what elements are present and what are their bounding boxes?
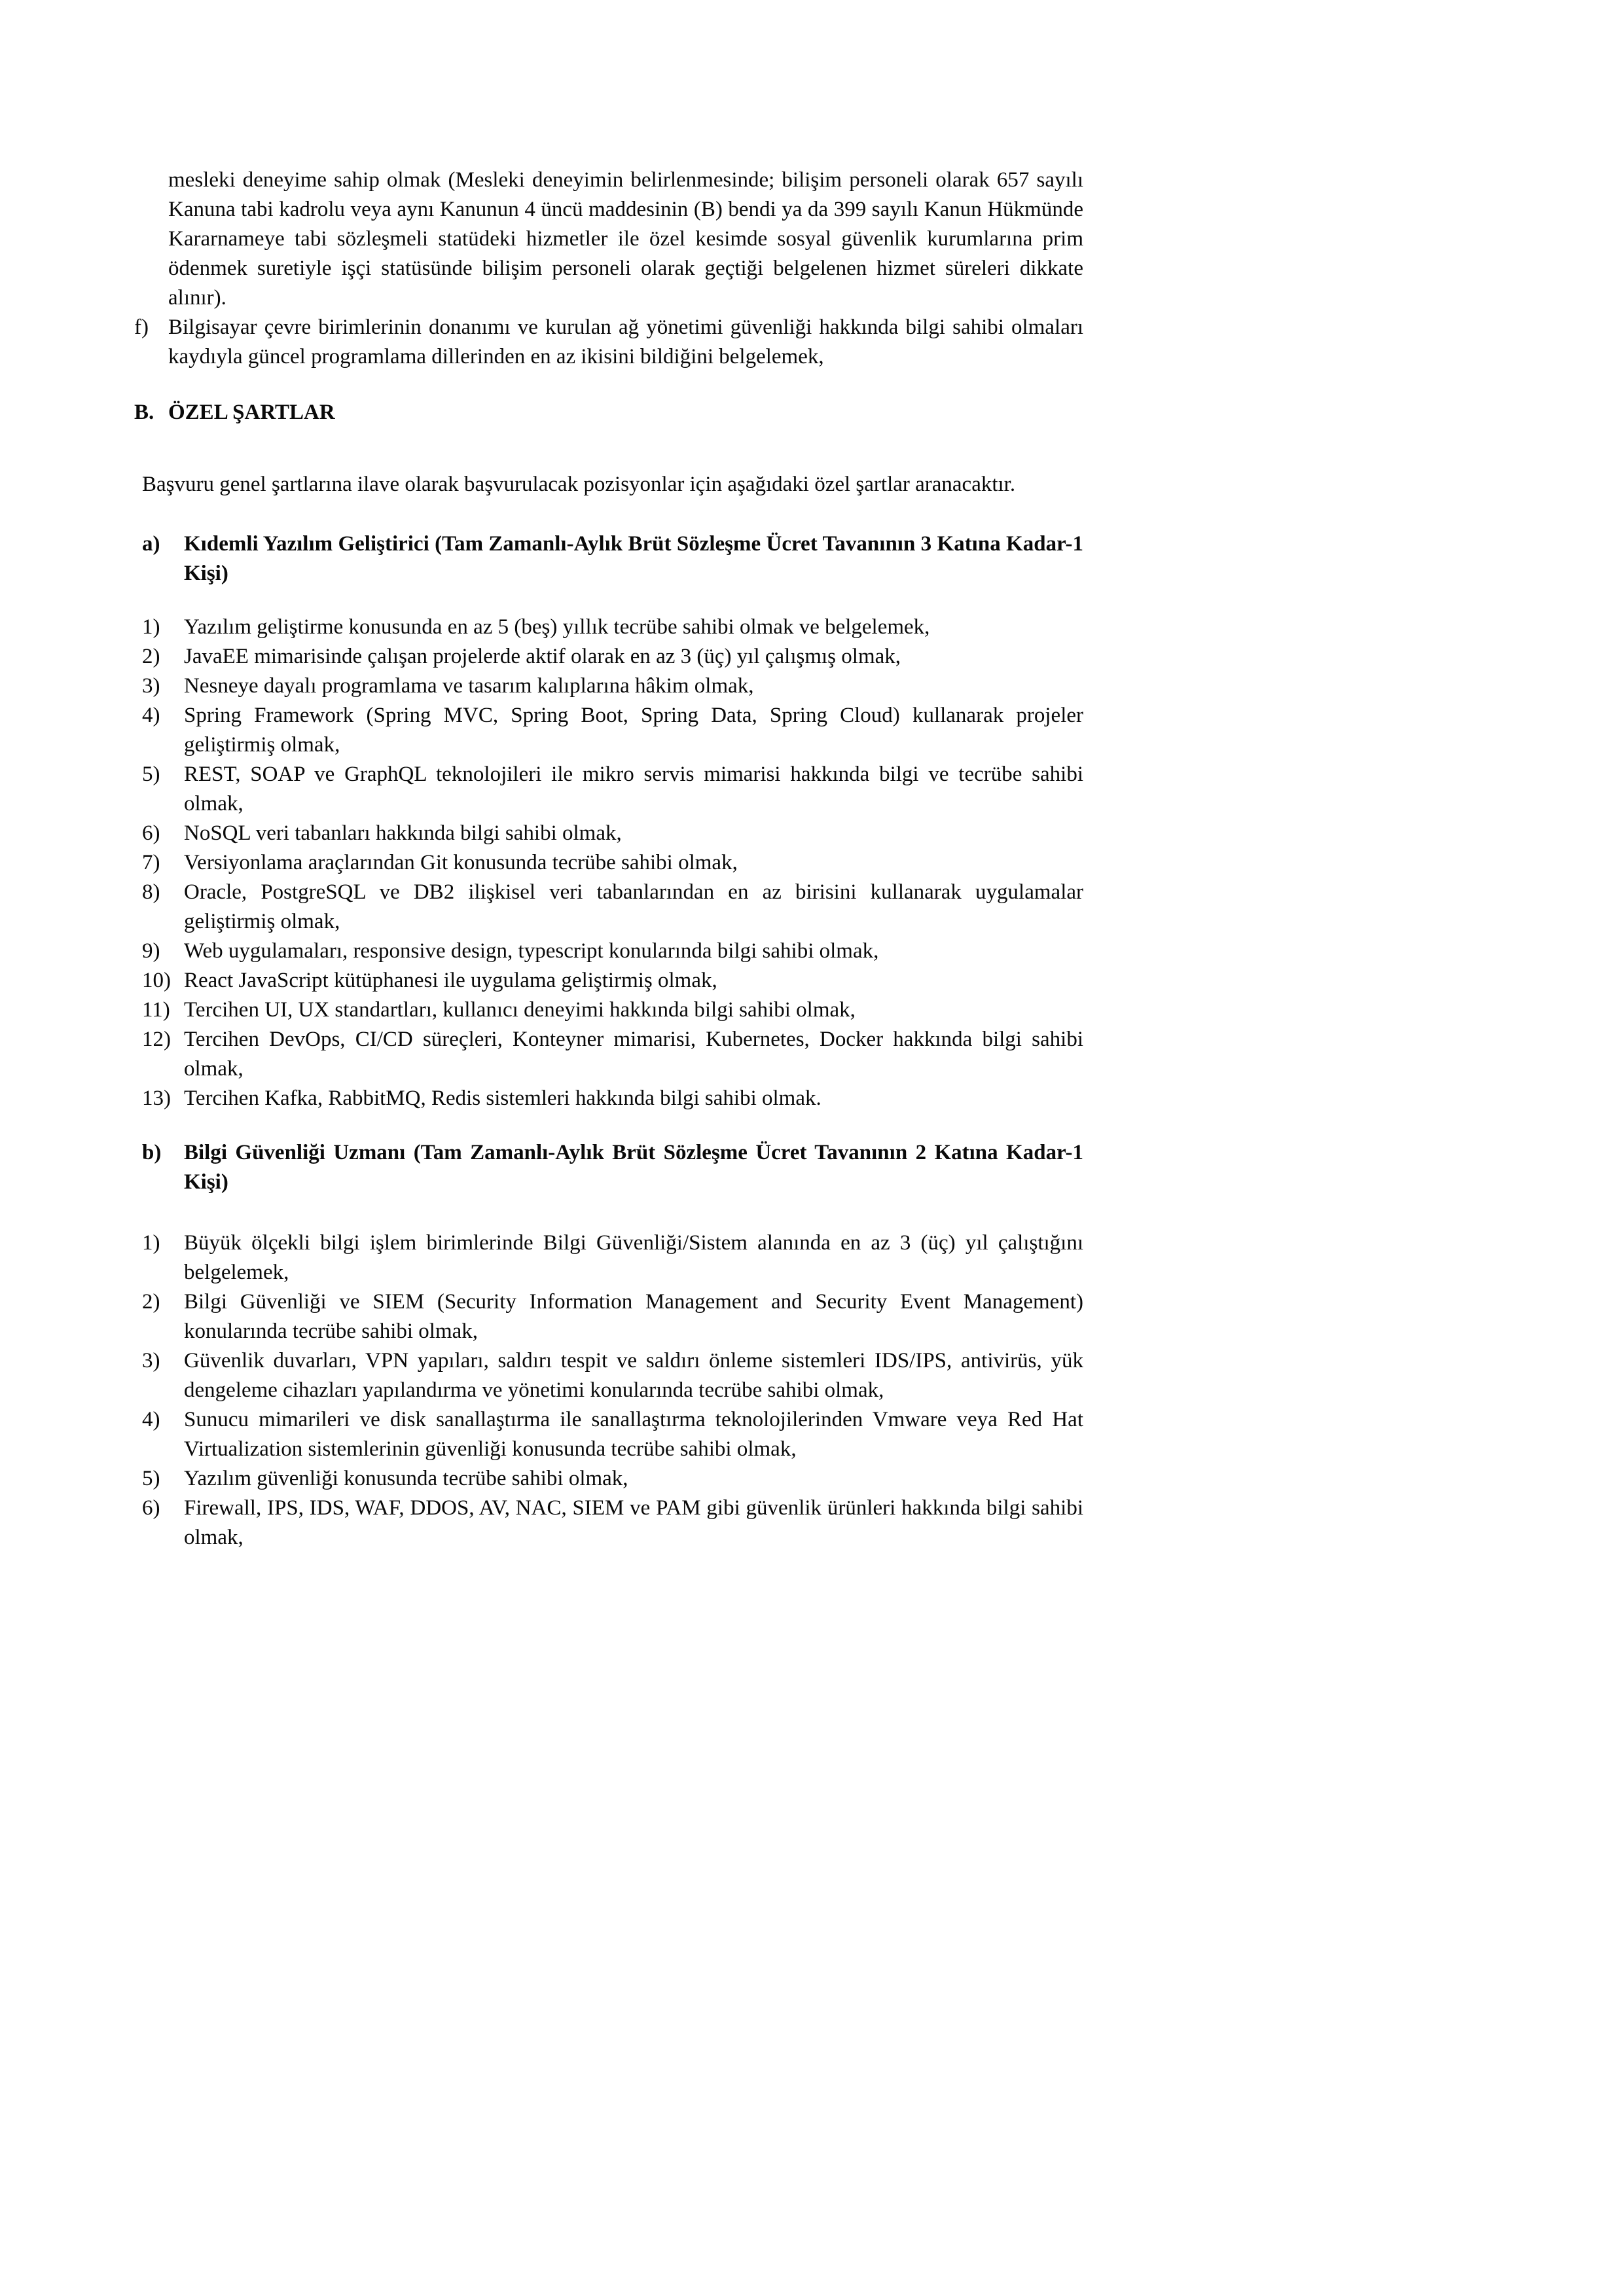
requirement-item xyxy=(142,819,1083,848)
requirement-number: 13) xyxy=(142,1086,171,1110)
requirement-item xyxy=(142,848,1083,878)
requirement-text: Tercihen Kafka, RabbitMQ, Redis sistemleri hakkında bilgi sahibi olmak. xyxy=(184,1086,821,1110)
position-b-number: b) xyxy=(142,1141,162,1164)
requirement-number: 4) xyxy=(142,1408,160,1431)
requirement-item xyxy=(142,1025,1083,1084)
position-a-number: a) xyxy=(142,532,160,556)
requirement-text: Firewall, IPS, IDS, WAF, DDOS, AV, NAC, SIEM ve PAM gibi güvenlik ürünleri hakkında bilgi sahibi olmak, xyxy=(184,1496,1083,1549)
requirement-text: Nesneye dayalı programlama ve tasarım kalıplarına hâkim olmak, xyxy=(184,674,754,698)
requirement-text: Yazılım geliştirme konusunda en az 5 (beş) yıllık tecrübe sahibi olmak ve belgelemek, xyxy=(184,615,930,639)
requirement-text: NoSQL veri tabanları hakkında bilgi sahibi olmak, xyxy=(184,821,622,845)
item-f xyxy=(134,313,1083,372)
section-header xyxy=(134,398,1083,427)
requirement-item xyxy=(142,613,1083,642)
section-header-title: ÖZEL ŞARTLAR xyxy=(168,401,335,424)
requirement-item xyxy=(142,1084,1083,1113)
requirement-number: 1) xyxy=(142,1231,160,1255)
requirement-text: Web uygulamaları, responsive design, typescript konularında bilgi sahibi olmak, xyxy=(184,939,879,963)
requirement-item xyxy=(142,1494,1083,1552)
requirement-text: Oracle, PostgreSQL ve DB2 ilişkisel veri tabanlarından en az birisini kullanarak uygulamalar geliştirmiş olmak, xyxy=(184,880,1083,933)
requirement-number: 11) xyxy=(142,998,170,1022)
requirement-number: 8) xyxy=(142,880,160,904)
requirement-text: Yazılım güvenliği konusunda tecrübe sahibi olmak, xyxy=(184,1467,628,1490)
requirement-number: 6) xyxy=(142,1496,160,1520)
requirement-number: 10) xyxy=(142,969,171,992)
position-b-title: Bilgi Güvenliği Uzmanı (Tam Zamanlı-Aylık Brüt Sözleşme Ücret Tavanının 2 Katına Kadar-1 Kişi) xyxy=(184,1141,1083,1194)
position-a-heading xyxy=(142,529,1083,588)
requirement-number: 7) xyxy=(142,851,160,874)
requirement-item xyxy=(142,878,1083,937)
requirement-text: Güvenlik duvarları, VPN yapıları, saldırı tespit ve saldırı önleme sistemleri IDS/IPS, antivirüs, yük dengeleme cihazları yapılandırma ve yönetimi konularında tecrübe sahibi olmak, xyxy=(184,1349,1083,1402)
requirement-item xyxy=(142,642,1083,672)
requirement-item xyxy=(142,1229,1083,1287)
requirement-text: React JavaScript kütüphanesi ile uygulama geliştirmiş olmak, xyxy=(184,969,717,992)
item-f-text: Bilgisayar çevre birimlerinin donanımı ve kurulan ağ yönetimi güvenliği hakkında bilgi sahibi olmaları kaydıyla güncel programlama dillerinden en az ikisini bildiğini belgelemek, xyxy=(168,315,1083,368)
position-b-heading xyxy=(142,1138,1083,1197)
requirement-number: 2) xyxy=(142,645,160,668)
continuation-paragraph: mesleki deneyime sahip olmak (Mesleki deneyimin belirlenmesinde; bilişim personeli olarak 657 sayılı Kanuna tabi kadrolu veya aynı Kanunun 4 üncü maddesinin (B) bendi ya da 399 sayılı Kanun Hükmünde Kararnameye tabi sözleşmeli statüdeki hizmetler ile özel kesimde sosyal güvenlik kurumlarına prim ödenmek suretiyle işçi statüsünde bilişim personeli olarak geçtiği belgelenen hizmet süreleri dikkate alınır). xyxy=(168,168,1083,310)
requirement-item xyxy=(142,672,1083,701)
requirement-text: JavaEE mimarisinde çalışan projelerde aktif olarak en az 3 (üç) yıl çalışmış olmak, xyxy=(184,645,901,668)
requirement-text: Tercihen DevOps, CI/CD süreçleri, Konteyner mimarisi, Kubernetes, Docker hakkında bilgi sahibi olmak, xyxy=(184,1028,1083,1081)
requirement-text: Bilgi Güvenliği ve SIEM (Security Information Management and Security Event Management) konularında tecrübe sahibi olmak, xyxy=(184,1290,1083,1343)
requirement-item xyxy=(142,1287,1083,1346)
requirement-item xyxy=(142,701,1083,760)
requirement-text: Sunucu mimarileri ve disk sanallaştırma ile sanallaştırma teknolojilerinden Vmware veya Red Hat Virtualization sistemlerinin güvenliği konusunda tecrübe sahibi olmak, xyxy=(184,1408,1083,1461)
requirement-item xyxy=(142,1464,1083,1494)
requirement-number: 3) xyxy=(142,674,160,698)
requirement-number: 1) xyxy=(142,615,160,639)
requirement-text: Versiyonlama araçlarından Git konusunda tecrübe sahibi olmak, xyxy=(184,851,738,874)
position-a-requirements-list xyxy=(134,613,1083,1113)
requirement-number: 9) xyxy=(142,939,160,963)
requirement-text: REST, SOAP ve GraphQL teknolojileri ile mikro servis mimarisi hakkında bilgi ve tecrübe sahibi olmak, xyxy=(184,762,1083,816)
requirement-number: 12) xyxy=(142,1028,171,1051)
requirement-item xyxy=(142,760,1083,819)
requirement-number: 3) xyxy=(142,1349,160,1372)
requirement-number: 5) xyxy=(142,762,160,786)
item-f-number: f) xyxy=(134,315,149,339)
requirement-number: 2) xyxy=(142,1290,160,1314)
requirement-item xyxy=(142,1346,1083,1405)
requirement-item xyxy=(142,1405,1083,1464)
requirement-item xyxy=(142,937,1083,966)
requirement-text: Tercihen UI, UX standartları, kullanıcı deneyimi hakkında bilgi sahibi olmak, xyxy=(184,998,856,1022)
position-a-title: Kıdemli Yazılım Geliştirici (Tam Zamanlı-Aylık Brüt Sözleşme Ücret Tavanının 3 Katına Kadar-1 Kişi) xyxy=(184,532,1083,585)
requirement-item xyxy=(142,966,1083,996)
requirement-number: 4) xyxy=(142,704,160,727)
position-b-requirements-list xyxy=(134,1229,1083,1552)
requirement-number: 5) xyxy=(142,1467,160,1490)
requirement-text: Spring Framework (Spring MVC, Spring Boot, Spring Data, Spring Cloud) kullanarak projeler geliştirmiş olmak, xyxy=(184,704,1083,757)
document-content xyxy=(134,166,1083,1552)
requirement-item xyxy=(142,996,1083,1025)
section-intro-paragraph: Başvuru genel şartlarına ilave olarak başvurulacak pozisyonlar için aşağıdaki özel şartlar aranacaktır. xyxy=(142,473,1016,496)
requirement-text: Büyük ölçekli bilgi işlem birimlerinde Bilgi Güvenliği/Sistem alanında en az 3 (üç) yıl çalıştığını belgelemek, xyxy=(184,1231,1083,1284)
requirement-number: 6) xyxy=(142,821,160,845)
section-header-number: B. xyxy=(134,401,154,424)
